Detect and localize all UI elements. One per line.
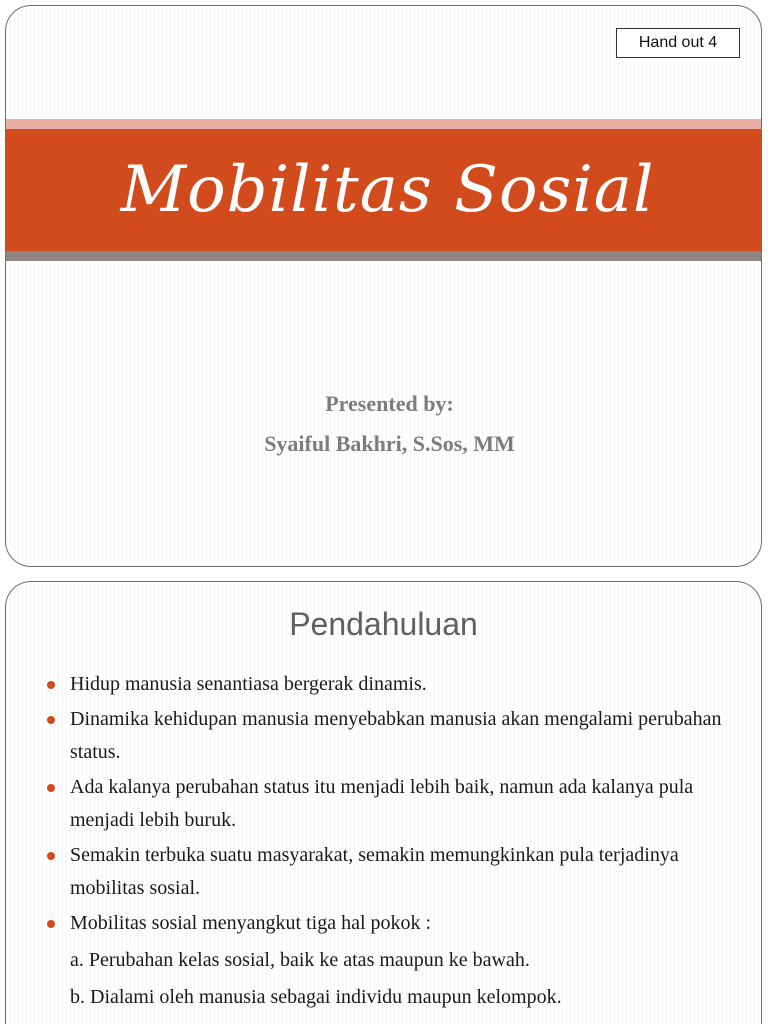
bullet-text: Mobilitas sosial menyangkut tiga hal pokok :	[70, 912, 432, 934]
sub-list-item: a. Perubahan kelas sosial, baik ke atas maupun ke bawah.	[70, 949, 530, 971]
section-title: Pendahuluan	[289, 606, 478, 642]
sub-list	[70, 944, 735, 1014]
list-item	[44, 703, 735, 769]
title-band-bottom-stripe	[6, 251, 761, 261]
title-slide	[5, 5, 762, 567]
bullet-dot-icon	[47, 716, 55, 724]
bullet-dot-icon	[47, 784, 55, 792]
title-band	[6, 129, 761, 251]
bullet-text: Dinamika kehidupan manusia menyebabkan manusia akan mengalami perubahan status.	[70, 708, 722, 763]
bullet-list	[44, 668, 735, 1016]
bullet-text: Hidup manusia senantiasa bergerak dinamis.	[70, 673, 427, 695]
bullet-text: Semakin terbuka suatu masyarakat, semakin memungkinkan pula terjadinya mobilitas sosial.	[70, 844, 679, 899]
list-item	[44, 907, 735, 1014]
bullet-dot-icon	[47, 681, 55, 689]
list-item	[44, 839, 735, 905]
presented-by-label: Presented by:	[325, 391, 454, 416]
bullet-dot-icon	[47, 852, 55, 860]
presenter-name: Syaiful Bakhri, S.Sos, MM	[264, 431, 515, 456]
handout-label: Hand out 4	[616, 28, 740, 58]
slide-title: Mobilitas Sosial	[120, 153, 655, 227]
list-item	[44, 771, 735, 837]
sub-list-item: b. Dialami oleh manusia sebagai individu maupun kelompok.	[70, 986, 562, 1008]
bullet-text: Ada kalanya perubahan status itu menjadi lebih baik, namun ada kalanya pula menjadi lebih buruk.	[70, 776, 694, 831]
content-slide	[5, 581, 762, 1024]
presenter-block	[6, 384, 761, 464]
list-item	[44, 668, 735, 701]
bullet-dot-icon	[47, 920, 55, 928]
